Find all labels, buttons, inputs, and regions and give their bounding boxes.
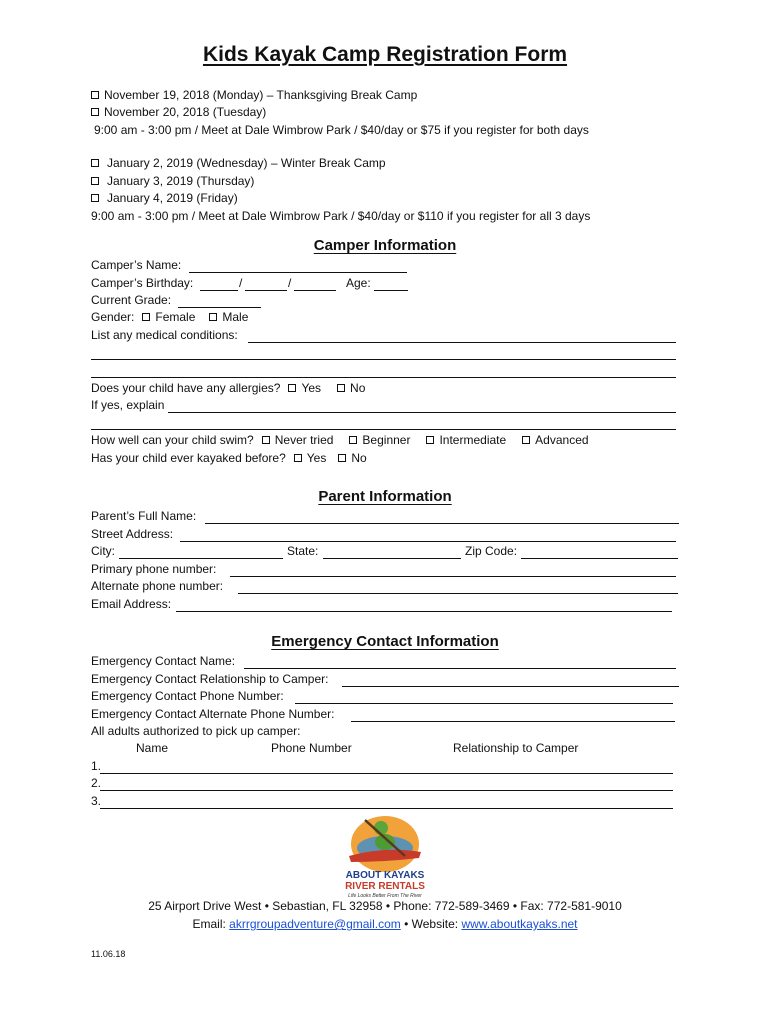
camper-name-field[interactable] (189, 272, 407, 273)
camper-birthday-label: Camper’s Birthday: (91, 276, 194, 290)
emergency-name-field[interactable] (244, 668, 676, 669)
age-field[interactable] (374, 290, 408, 291)
footer-website-label: • Website: (404, 917, 459, 931)
winter-date3-option[interactable] (91, 190, 238, 207)
winter-date1-option[interactable] (91, 155, 386, 172)
thanksgiving-date2-label: November 20, 2018 (Tuesday) (104, 105, 267, 119)
medical-label: List any medical conditions: (91, 328, 238, 342)
swim-never-tried-checkbox[interactable] (262, 436, 270, 444)
winter-date2-option[interactable] (91, 173, 254, 190)
logo-text-line1: ABOUT KAYAKS (345, 870, 425, 881)
footer-contact-row (0, 916, 770, 933)
pickup-row-number: 3. (91, 794, 102, 808)
swim-advanced-label: Advanced (535, 433, 589, 447)
thanksgiving-date1-option[interactable] (91, 87, 417, 104)
pickup-row-number: 1. (91, 759, 102, 773)
checkbox[interactable] (91, 91, 99, 99)
swim-beginner-label: Beginner (362, 433, 411, 447)
explain-field-line-1[interactable] (168, 412, 676, 413)
authorized-label: All adults authorized to pick up camper: (91, 724, 301, 738)
swim-row (91, 432, 589, 449)
allergies-yes-label: Yes (301, 381, 322, 395)
male-label: Male (222, 310, 249, 324)
emergency-phone-field[interactable] (295, 703, 673, 704)
kayaked-no-label: No (351, 451, 367, 465)
state-label: State: (287, 544, 319, 558)
winter-date1-label: January 2, 2019 (Wednesday) – Winter Break Camp (107, 156, 386, 170)
parent-name-field[interactable] (205, 523, 679, 524)
state-field[interactable] (323, 558, 461, 559)
swim-advanced-checkbox[interactable] (522, 436, 530, 444)
medical-field-line-3[interactable] (91, 377, 676, 378)
birthday-day-field[interactable] (245, 290, 287, 291)
alternate-phone-field[interactable] (238, 593, 678, 594)
checkbox[interactable] (91, 159, 99, 167)
page-title: Kids Kayak Camp Registration Form (202, 43, 568, 66)
medical-field-line-1[interactable] (248, 342, 676, 343)
col-header-phone: Phone Number (271, 741, 352, 755)
female-label: Female (155, 310, 196, 324)
checkbox[interactable] (91, 108, 99, 116)
about-kayaks-logo (335, 812, 435, 900)
kayaked-yes-checkbox[interactable] (294, 454, 302, 462)
col-header-name: Name (136, 741, 169, 755)
grade-label: Current Grade: (91, 293, 172, 307)
checkbox[interactable] (91, 177, 99, 185)
footer-website-link[interactable]: www.aboutkayaks.net (461, 917, 578, 931)
camper-info-heading: Camper Information (313, 237, 457, 254)
gender-label: Gender: (91, 310, 135, 324)
emergency-relationship-label: Emergency Contact Relationship to Camper: (91, 672, 329, 686)
birthday-slash: / (239, 276, 243, 290)
pickup-row-1-field[interactable] (100, 773, 673, 774)
primary-phone-field[interactable] (230, 576, 676, 577)
thanksgiving-details: 9:00 am - 3:00 pm / Meet at Dale Wimbrow Park / $40/day or $75 if you register for both days (94, 123, 589, 137)
allergies-no-label: No (350, 381, 366, 395)
pickup-row-2-field[interactable] (100, 790, 673, 791)
emergency-alt-phone-label: Emergency Contact Alternate Phone Number: (91, 707, 335, 721)
age-label: Age: (346, 276, 371, 290)
parent-info-heading: Parent Information (318, 488, 452, 505)
street-label: Street Address: (91, 527, 174, 541)
explain-field-line-2[interactable] (91, 429, 676, 430)
kayaked-row (91, 450, 367, 467)
birthday-year-field[interactable] (294, 290, 336, 291)
explain-label: If yes, explain (91, 398, 165, 412)
medical-field-line-2[interactable] (91, 359, 676, 360)
footer-email-label: Email: (192, 917, 226, 931)
checkbox[interactable] (91, 194, 99, 202)
camper-name-label: Camper’s Name: (91, 258, 182, 272)
allergies-row (91, 380, 365, 397)
col-header-relationship: Relationship to Camper (453, 741, 579, 755)
swim-never-tried-label: Never tried (274, 433, 334, 447)
emergency-phone-label: Emergency Contact Phone Number: (91, 689, 284, 703)
street-field[interactable] (180, 541, 676, 542)
swim-beginner-checkbox[interactable] (349, 436, 357, 444)
allergies-yes-checkbox[interactable] (288, 384, 296, 392)
document-date: 11.06.18 (91, 949, 126, 959)
swim-intermediate-label: Intermediate (439, 433, 507, 447)
swim-label: How well can your child swim? (91, 433, 254, 447)
emergency-relationship-field[interactable] (342, 686, 679, 687)
kayaked-no-checkbox[interactable] (338, 454, 346, 462)
winter-details: 9:00 am - 3:00 pm / Meet at Dale Wimbrow Park / $40/day or $110 if you register for all 3 days (91, 209, 591, 223)
zip-label: Zip Code: (465, 544, 518, 558)
grade-field[interactable] (178, 307, 261, 308)
pickup-row-3-field[interactable] (100, 808, 673, 809)
parent-name-label: Parent’s Full Name: (91, 509, 197, 523)
primary-phone-label: Primary phone number: (91, 562, 217, 576)
city-field[interactable] (119, 558, 283, 559)
email-field[interactable] (176, 611, 672, 612)
swim-intermediate-checkbox[interactable] (426, 436, 434, 444)
logo-tagline: Life Looks Better From The River (348, 893, 422, 899)
emergency-info-heading: Emergency Contact Information (271, 633, 499, 650)
emergency-name-label: Emergency Contact Name: (91, 654, 236, 668)
kayaked-label: Has your child ever kayaked before? (91, 451, 286, 465)
male-checkbox[interactable] (209, 313, 217, 321)
kayaked-yes-label: Yes (306, 451, 327, 465)
allergies-label: Does your child have any allergies? (91, 381, 281, 395)
gender-row (91, 309, 248, 326)
footer-email-link[interactable]: akrrgroupadventure@gmail.com (229, 917, 401, 931)
winter-date2-label: January 3, 2019 (Thursday) (107, 174, 255, 188)
winter-date3-label: January 4, 2019 (Friday) (107, 191, 238, 205)
logo-text-line2: RIVER RENTALS (345, 881, 425, 892)
thanksgiving-date1-label: November 19, 2018 (Monday) – Thanksgiving Break Camp (104, 88, 418, 102)
thanksgiving-date2-option[interactable] (91, 104, 266, 121)
birthday-month-field[interactable] (200, 290, 238, 291)
birthday-slash: / (288, 276, 292, 290)
allergies-no-checkbox[interactable] (337, 384, 345, 392)
city-label: City: (91, 544, 115, 558)
emergency-alt-phone-field[interactable] (351, 721, 675, 722)
female-checkbox[interactable] (142, 313, 150, 321)
footer-address: 25 Airport Drive West • Sebastian, FL 32958 • Phone: 772-589-3469 • Fax: 772-581-9010 (148, 899, 622, 913)
pickup-row-number: 2. (91, 776, 102, 790)
alternate-phone-label: Alternate phone number: (91, 579, 224, 593)
zip-field[interactable] (521, 558, 678, 559)
email-label: Email Address: (91, 597, 172, 611)
